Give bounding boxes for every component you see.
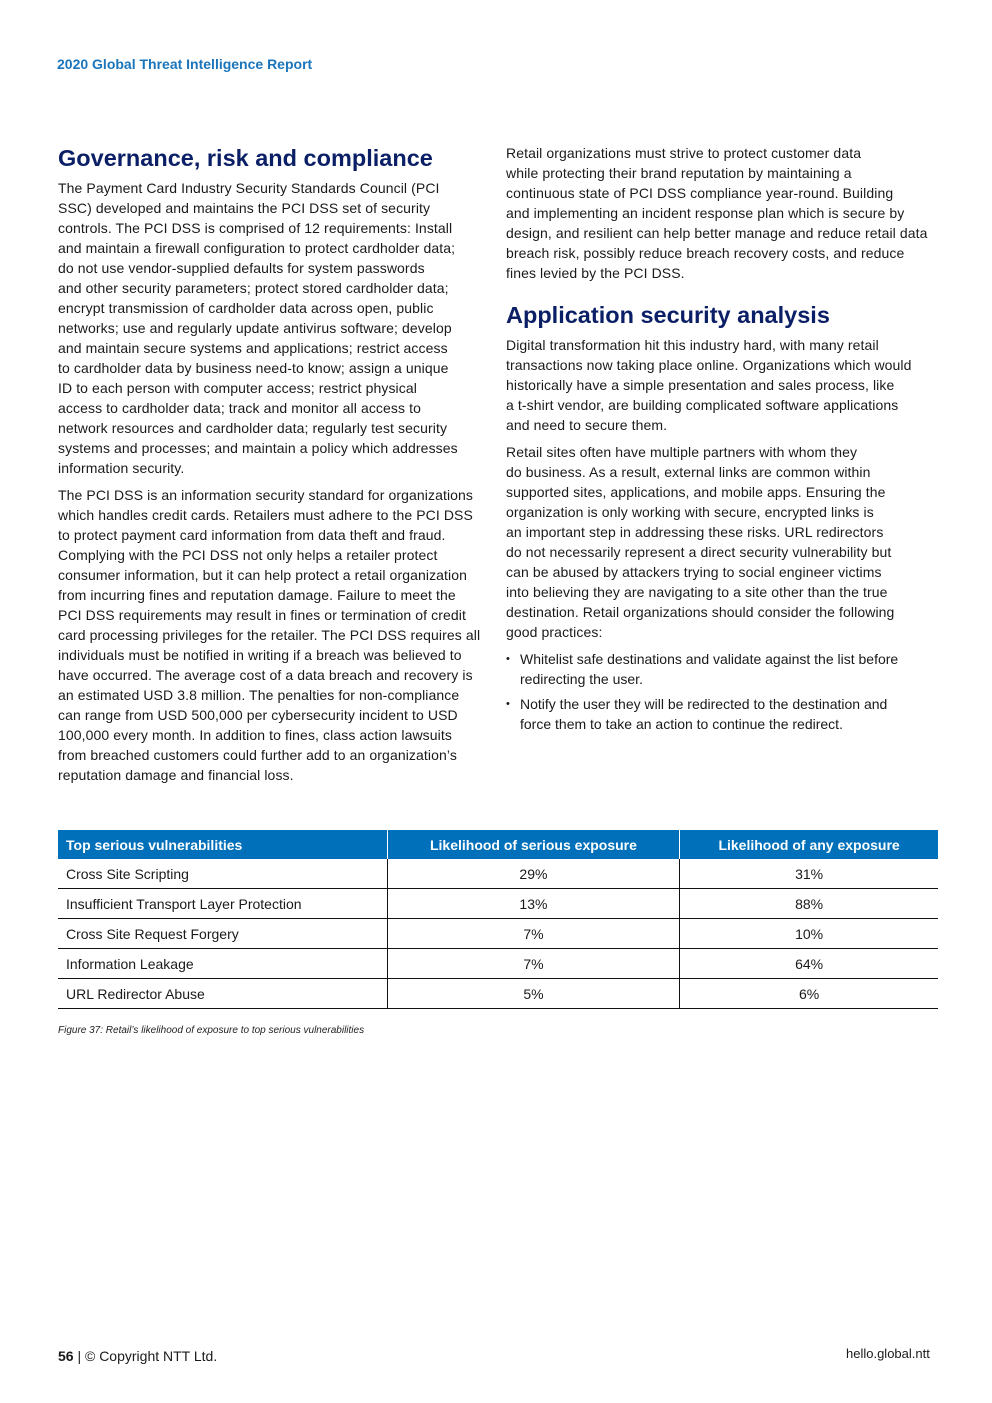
any-exposure-cell: 88%	[680, 889, 938, 919]
text-line: historically have a simple presentation and sales process, like	[506, 377, 895, 393]
paragraph	[58, 178, 498, 478]
text-line: continuous state of PCI DSS compliance year-round. Building	[506, 185, 894, 201]
text-line: and need to secure them.	[506, 417, 668, 433]
table-row	[58, 919, 938, 949]
text-line: good practices:	[506, 624, 603, 640]
vulnerability-name-cell: Information Leakage	[58, 949, 387, 979]
report-title: 2020 Global Threat Intelligence Report	[57, 56, 313, 72]
text-line: PCI DSS requirements may result in fines or termination of credit	[58, 607, 466, 623]
text-line: from breached customers could further add to an organization’s	[58, 747, 457, 763]
text-line: force them to take an action to continue the redirect.	[520, 716, 843, 732]
paragraph	[506, 143, 946, 283]
text-line: Complying with the PCI DSS not only helps a retailer protect	[58, 547, 438, 563]
text-line: an important step in addressing these risks. URL redirectors	[506, 524, 884, 540]
column-header: Likelihood of any exposure	[680, 830, 938, 859]
appsec-body	[506, 335, 946, 642]
text-line: into believing they are navigating to a site other than the true	[506, 584, 888, 600]
text-line: do business. As a result, external links are common within	[506, 464, 871, 480]
text-line: information security.	[58, 460, 185, 476]
text-line: organization is only working with secure, encrypted links is	[506, 504, 874, 520]
text-line: controls. The PCI DSS is comprised of 12 requirements: Install	[58, 220, 453, 236]
left-column	[58, 143, 498, 792]
text-line: can be abused by attackers trying to social engineer victims	[506, 564, 882, 580]
table-row	[58, 889, 938, 919]
text-line: supported sites, applications, and mobile apps. Ensuring the	[506, 484, 886, 500]
serious-exposure-cell: 5%	[387, 979, 679, 1009]
text-line: do not necessarily represent a direct security vulnerability but	[506, 544, 892, 560]
section-heading-appsec: Application security analysis	[506, 302, 830, 328]
text-line: which handles credit cards. Retailers must adhere to the PCI DSS	[58, 507, 473, 523]
text-line: can range from USD 500,000 per cybersecurity incident to USD	[58, 707, 458, 723]
bullet-item	[506, 694, 946, 734]
section-heading-governance: Governance, risk and compliance	[58, 145, 433, 171]
text-line: transactions now taking place online. Organizations which would	[506, 357, 912, 373]
text-line: ID to each person with computer access; restrict physical	[58, 380, 417, 396]
any-exposure-cell: 6%	[680, 979, 938, 1009]
vulnerabilities-table	[58, 830, 938, 1009]
text-line: card processing privileges for the retailer. The PCI DSS requires all	[58, 627, 481, 643]
text-line: breach risk, possibly reduce breach recovery costs, and reduce	[506, 245, 905, 261]
bullet-item	[506, 649, 946, 689]
text-line: destination. Retail organizations should consider the following	[506, 604, 895, 620]
table-row	[58, 949, 938, 979]
serious-exposure-cell: 13%	[387, 889, 679, 919]
table-row	[58, 859, 938, 889]
text-line: Retail organizations must strive to protect customer data	[506, 145, 862, 161]
text-line: Retail sites often have multiple partners with whom they	[506, 444, 858, 460]
text-line: Digital transformation hit this industry hard, with many retail	[506, 337, 879, 353]
text-line: do not use vendor-supplied defaults for system passwords	[58, 260, 425, 276]
footer-copyright	[58, 1348, 217, 1364]
any-exposure-cell: 10%	[680, 919, 938, 949]
any-exposure-cell: 31%	[680, 859, 938, 889]
text-line: and maintain secure systems and applications; restrict access	[58, 340, 448, 356]
text-line: and implementing an incident response plan which is secure by	[506, 205, 905, 221]
governance-body	[58, 178, 498, 785]
text-line: • Whitelist safe destinations and validate against the list before	[520, 651, 899, 667]
text-line: design, and resilient can help better manage and reduce retail data	[506, 225, 928, 241]
text-line: network resources and cardholder data; regularly test security	[58, 420, 448, 436]
serious-exposure-cell: 29%	[387, 859, 679, 889]
column-header: Likelihood of serious exposure	[387, 830, 679, 859]
serious-exposure-cell: 7%	[387, 949, 679, 979]
text-line: fines levied by the PCI DSS.	[506, 265, 685, 281]
text-line: to protect payment card information from data theft and fraud.	[58, 527, 446, 543]
text-line: an estimated USD 3.8 million. The penalties for non-compliance	[58, 687, 460, 703]
any-exposure-cell: 64%	[680, 949, 938, 979]
text-line: to cardholder data by business need-to know; assign a unique	[58, 360, 449, 376]
retail-intro	[506, 143, 946, 283]
text-line: and maintain a firewall configuration to protect cardholder data;	[58, 240, 456, 256]
text-line: The PCI DSS is an information security standard for organizations	[58, 487, 474, 503]
text-line: systems and processes; and maintain a policy which addresses	[58, 440, 458, 456]
text-line: 100,000 every month. In addition to fines, class action lawsuits	[58, 727, 452, 743]
paragraph	[506, 335, 946, 435]
vulnerability-name-cell: Cross Site Scripting	[58, 859, 387, 889]
text-line: and other security parameters; protect stored cardholder data;	[58, 280, 449, 296]
vulnerability-name-cell: URL Redirector Abuse	[58, 979, 387, 1009]
text-line: a t-shirt vendor, are building complicated software applications	[506, 397, 899, 413]
copyright-text: | © Copyright NTT Ltd.	[73, 1348, 218, 1364]
page-number: 56	[58, 1348, 74, 1364]
text-line: encrypt transmission of cardholder data across open, public	[58, 300, 434, 316]
text-line: networks; use and regularly update antivirus software; develop	[58, 320, 452, 336]
text-line: consumer information, but it can help protect a retail organization	[58, 567, 468, 583]
serious-exposure-cell: 7%	[387, 919, 679, 949]
text-line: from incurring fines and reputation damage. Failure to meet the	[58, 587, 456, 603]
right-column	[506, 143, 946, 739]
good-practices-list	[506, 649, 946, 734]
text-line: access to cardholder data; track and monitor all access to	[58, 400, 421, 416]
text-line: have occurred. The average cost of a data breach and recovery is	[58, 667, 473, 683]
text-line: reputation damage and financial loss.	[58, 767, 294, 783]
text-line: redirecting the user.	[520, 671, 643, 687]
text-line: • Notify the user they will be redirected to the destination and	[520, 696, 888, 712]
paragraph	[58, 485, 498, 785]
vulnerability-name-cell: Cross Site Request Forgery	[58, 919, 387, 949]
footer-website-link[interactable]: hello.global.ntt	[846, 1346, 930, 1361]
text-line: individuals must be notified in writing if a breach was believed to	[58, 647, 462, 663]
vulnerability-name-cell: Insufficient Transport Layer Protection	[58, 889, 387, 919]
text-line: SSC) developed and maintains the PCI DSS set of security	[58, 200, 431, 216]
paragraph	[506, 442, 946, 642]
text-line: while protecting their brand reputation by maintaining a	[506, 165, 852, 181]
table-row	[58, 979, 938, 1009]
figure-caption: Figure 37: Retail’s likelihood of exposure to top serious vulnerabilities	[58, 1025, 365, 1036]
text-line: The Payment Card Industry Security Standards Council (PCI	[58, 180, 440, 196]
column-header: Top serious vulnerabilities	[58, 830, 387, 859]
